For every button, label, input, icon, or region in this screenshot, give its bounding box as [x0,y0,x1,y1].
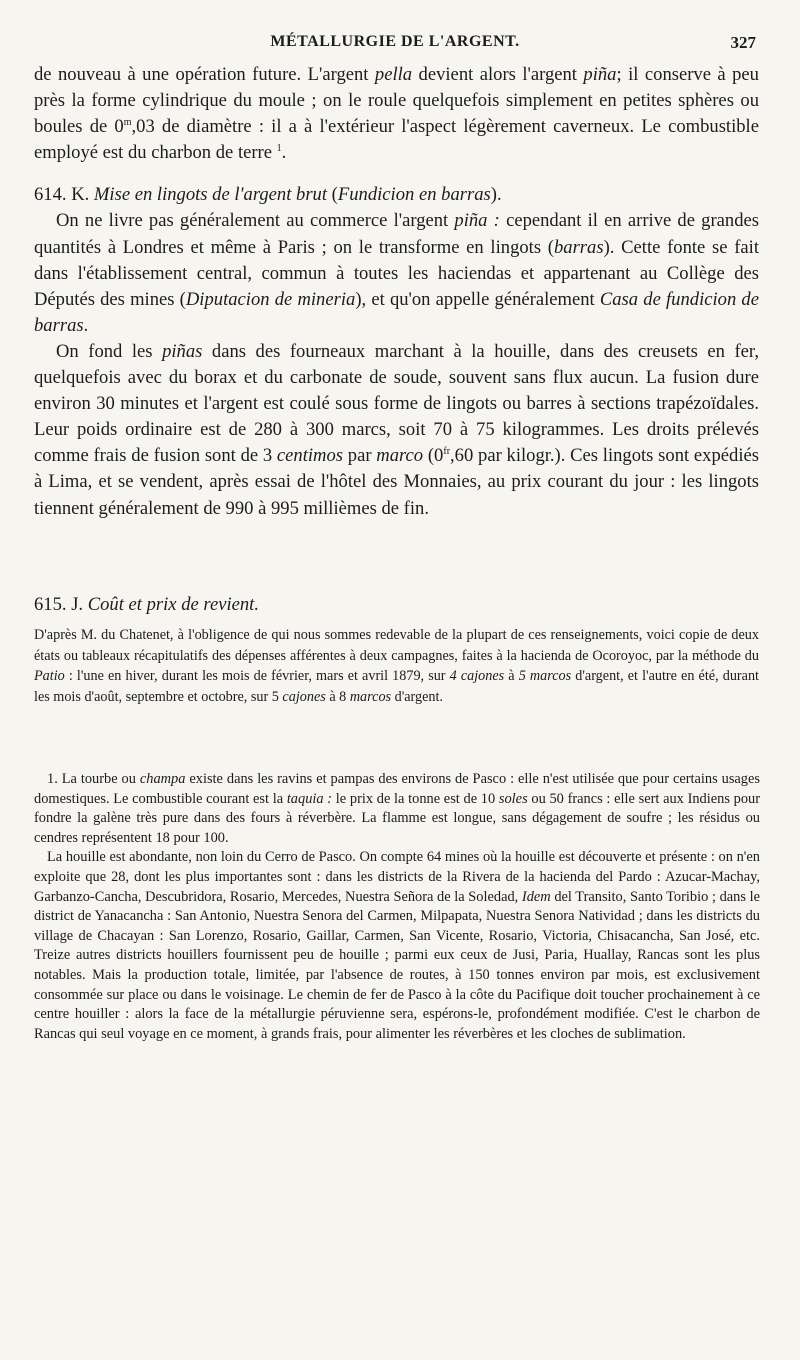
main-text [34,62,759,522]
paragraph: On fond les piñas dans des fourneaux marchant à la houille, dans des creusets en fer, quelquefois avec du borax et du carbonate de soude, souvent sans flux aucun. La fusion dure environ 30 minutes et l'argent est coulé sous forme de lingots ou barres à sections trapézoïdales. Leur poids ordinaire est de 280 à 300 marcs, soit 70 à 75 kilogrammes. Les droits prélevés comme frais de fusion sont de 3 centimos par marco ($0^{fr},60$ par kilogr.). Ces lingots sont expédiés à Lima, et se vendent, après essai de l'hôtel des Monnaies, au prix courant du jour : les lingots tiennent généralement de 990 à 995 millièmes de fin. [34,340,759,519]
section-heading-614: 614. K. Mise en lingots de l'argent brut (Fundicion en barras). [34,184,502,206]
footnote-1: 1. La tourbe ou champa existe dans les ravins et pampas des environs de Pasco : elle n'est utilisée que pour certains usages domestiques. Le combustible courant est la taquia : le prix de la tonne est de 10 soles ou 50 francs : elle sert aux Indiens pour fondre la galène très pure dans des fours à réverbère. La flamme est longue, sans dégagement de soufre ; les résidus ou cendres représentent 18 pour 100. [34,771,761,846]
running-title: MÉTALLURGIE DE L'ARGENT. [270,33,520,50]
section-heading-615: 615. J. Coût et prix de revient. [34,594,259,615]
section-615 [34,592,759,618]
page-header [34,33,756,55]
footnote-1-continued: La houille est abondante, non loin du Cerro de Pasco. On compte 64 mines où la houille est découverte et présente : on n'en exploite que 28, dont les plus importantes sont : dans les districts de la Rivera de la hacienda del Pardo : Azucar-Machay, Garbanzo-Cancha, Descubridora, Rosario, Mercedes, Nuestra Señora de la Soledad, Idem del Transito, Santo Toribio ; dans le district de Yanacancha : San Antonio, Nuestra Senora del Carmen, Milpapata, Nuestra Senora Natividad ; dans les districts du village de Chacayan : San Lorenzo, Rosario, Gaillar, Carmen, San Vicente, Rosario, Victoria, Chisacancha, San José, etc. Treize autres districts houillers fournissent peu de houille ; parmi eux ceux de Jusi, Paria, Huallay, Rancas sont les plus notables. Mais la production totale, limitée, par l'absence de routes, à 150 tonnes environ par mois, est exclusivement consommée sur place ou dans le voisinage. Le chemin de fer de Pasco à la côte du Pacifique doit toucher prochainement à ce centre houiller : alors la face de la métallurgie péruvienne sera, espérons-le, profondément modifiée. C'est le charbon de Rancas qui seul voyage en ce moment, à grands frais, pour alimenter les réverbères et les cloches de sublimation. [34,849,760,1042]
footnotes [34,770,760,1044]
page-number: 327 [730,33,756,52]
small-paragraph [34,625,759,707]
paragraph-continuation: de nouveau à une opération future. L'argent pella devient alors l'argent piña; il conserve à peu près la forme cylindrique du moule ; on le roule quelquefois simplement en petites sphères ou boules de 0$^m$,03 de diamètre : il a à l'extérieur l'aspect légèrement caverneux. Le combustible employé est du charbon de terre $^1$. [34,64,759,164]
footnote-ref: 1 [276,143,282,155]
paragraph: D'après M. du Chatenet, à l'obligence de qui nous sommes redevable de la plupart de ces renseignements, voici copie de deux états ou tableaux récapitulatifs des dépenses afférentes à deux campagnes, faites à la hacienda de Ocoroyoc, par la méthode du Patio : l'une en hiver, durant les mois de février, mars et avril 1879, sur 4 cajones à 5 marcos d'argent, et l'autre en été, durant les mois d'août, septembre et octobre, sur 5 cajones à 8 marcos d'argent. [34,627,759,705]
paragraph: On ne livre pas généralement au commerce l'argent piña : cependant il en arrive de grandes quantités à Londres et même à Paris ; on le transforme en lingots (barras). Cette fonte se fait dans l'établissement central, commun à toutes les haciendas et appartenant au Collège des Députés des mines (Diputacion de mineria), et qu'on appelle généralement Casa de fundicion de barras. [34,210,759,336]
